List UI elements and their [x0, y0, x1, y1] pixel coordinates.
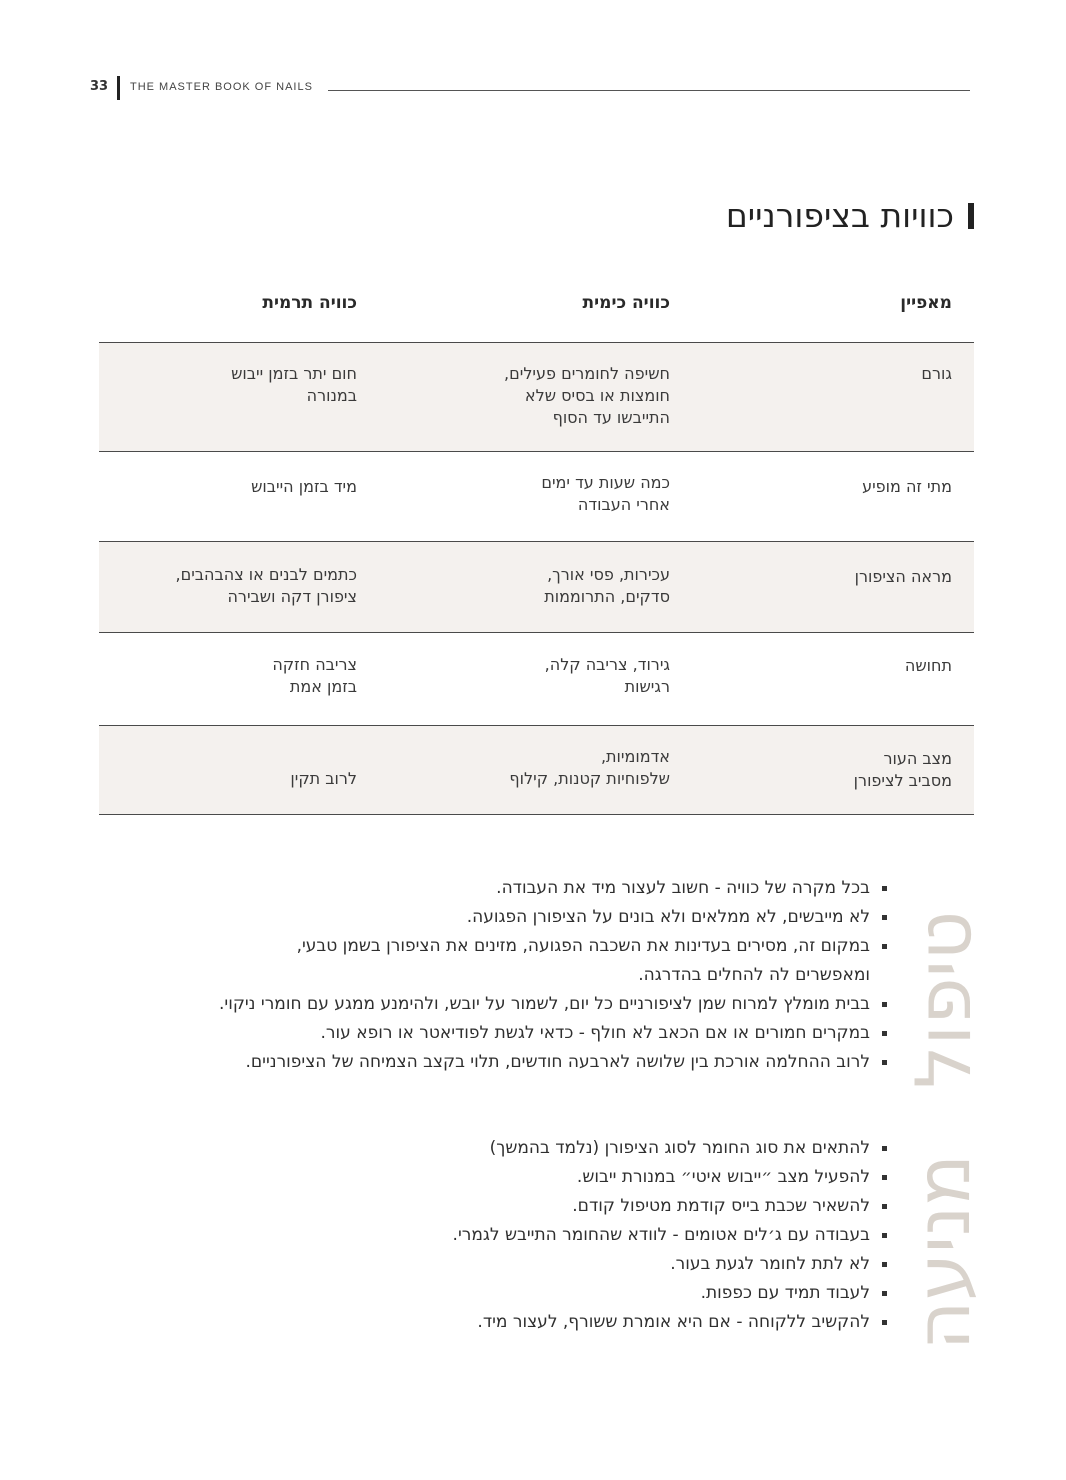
table-cell	[545, 654, 670, 698]
cell-line: התייבשו עד הסוף	[552, 408, 670, 427]
cell-line: גירוד, צריבה קלה,	[544, 655, 670, 674]
table-cell	[854, 748, 952, 792]
table-cell	[231, 363, 357, 407]
page-title: כוויות בציפורניים	[725, 196, 954, 235]
cell-line: עכירות, פסי אורך,	[547, 565, 670, 584]
cell-line: מראה הציפורן	[854, 567, 952, 586]
table-row	[99, 542, 974, 633]
table-header	[99, 270, 974, 343]
list-item: להשאיר שכבת בייס קודמת מטיפול קודם.	[453, 1192, 890, 1221]
table-cell	[905, 655, 952, 677]
table-cell	[176, 564, 357, 608]
table-row	[99, 343, 974, 452]
list-item: בכל מקרה של כוויה - חשוב לעצור מיד את העבודה.	[219, 874, 890, 903]
table-cell	[251, 476, 357, 498]
cell-line: סדקים, התרוממות	[544, 587, 670, 606]
list-item: לא מייבשים, לא ממלאים ולא בונים על הציפורן הפגועה.	[219, 903, 890, 932]
cell-line: תחושה	[904, 656, 952, 675]
cell-line: אחרי העבודה	[577, 495, 670, 514]
table-header-cell: מאפיין	[900, 293, 952, 313]
table-cell	[541, 472, 670, 516]
cell-line: לרוב תקין	[290, 769, 357, 788]
treatment-side-label: טיפול	[899, 911, 988, 1089]
table-header-cell: כוויה תרמית	[262, 293, 357, 313]
cell-line: מיד בזמן הייבוש	[251, 477, 357, 496]
table-cell	[504, 363, 670, 429]
header-divider	[117, 76, 120, 100]
list-item: בבית מומלץ למרוח שמן לציפורניים כל יום, לשמור על יובש, ולהימנע ממגע עם חומרי ניקוי.	[219, 990, 890, 1019]
list-item: להפעיל מצב ״ייבוש איטי״ במנורת ייבוש.	[453, 1163, 890, 1192]
cell-line: במנורה	[306, 386, 357, 405]
prevention-list	[453, 1134, 890, 1337]
cell-line: חום יתר בזמן ייבוש	[231, 364, 357, 383]
table-cell	[855, 566, 952, 588]
cell-line: חומצות או בסיס שלא	[524, 386, 670, 405]
cell-line: כמה שעות עד ימים	[541, 473, 670, 492]
section-title	[726, 196, 974, 235]
table-cell	[272, 654, 357, 698]
cell-line: מתי זה מופיע	[862, 477, 952, 496]
cell-line: שלפוחיות קטנות, קילוף	[509, 769, 670, 788]
table-cell	[290, 768, 357, 790]
cell-line: רגישות	[624, 677, 670, 696]
cell-line: צריבה חזקה	[272, 655, 357, 674]
cell-line: כתמים לבנים או צהבהבים,	[175, 565, 357, 584]
list-item-continuation: ומאפשרים לה להחלים בהדרגה.	[638, 965, 870, 985]
list-item: להקשיב ללקוחה - אם היא אומרת ששורף, לעצור מיד.	[453, 1308, 890, 1337]
page-number: 33	[90, 79, 109, 94]
cell-line: גורם	[921, 364, 952, 383]
header-rule	[328, 90, 970, 91]
list-item: בעבודה עם ג׳לים אטומים - לוודא שהחומר התייבש לגמרי.	[453, 1221, 890, 1250]
list-item: במקרים חמורים או אם הכאב לא חולף - כדאי לגשת לפודיאטר או רופא עור.	[219, 1019, 890, 1048]
running-header	[90, 78, 970, 100]
cell-line: מסביב לציפורן	[853, 771, 952, 790]
table-row	[99, 726, 974, 815]
cell-line: אדמומיות,	[600, 747, 670, 766]
prevention-side-label: מניעה	[898, 1154, 987, 1351]
cell-line: חשיפה לחומרים פעילים,	[504, 364, 670, 383]
table-row	[99, 633, 974, 726]
list-item: לא לתת לחומר לגעת בעור.	[453, 1250, 890, 1279]
table-cell	[862, 476, 952, 498]
table-cell	[509, 746, 670, 790]
list-item: לעבוד תמיד עם כפפות.	[453, 1279, 890, 1308]
list-item: במקום זה, מסירים בעדינות את השכבה הפגועה, מזינים את הציפורן בשמן טבעי,	[219, 932, 890, 961]
table-row	[99, 452, 974, 542]
treatment-list	[219, 874, 890, 1077]
book-title: THE MASTER BOOK OF NAILS	[130, 81, 313, 93]
cell-line: בזמן אמת	[289, 677, 357, 696]
list-item: לרוב ההחלמה אורכת בין שלושה לארבעה חודשים, תלוי בקצב הצמיחה של הציפורניים.	[219, 1048, 890, 1077]
cell-line: מצב העור	[883, 749, 952, 768]
table-header-cell: כוויה כימית	[582, 293, 670, 313]
list-item: להתאים את סוג החומר לסוג הציפורן (נלמד בהמשך)	[453, 1134, 890, 1163]
title-bar	[968, 203, 974, 229]
table-cell	[544, 564, 670, 608]
cell-line: ציפורן דקה ושבירה	[227, 587, 357, 606]
comparison-table	[99, 270, 974, 815]
table-cell	[921, 363, 952, 385]
